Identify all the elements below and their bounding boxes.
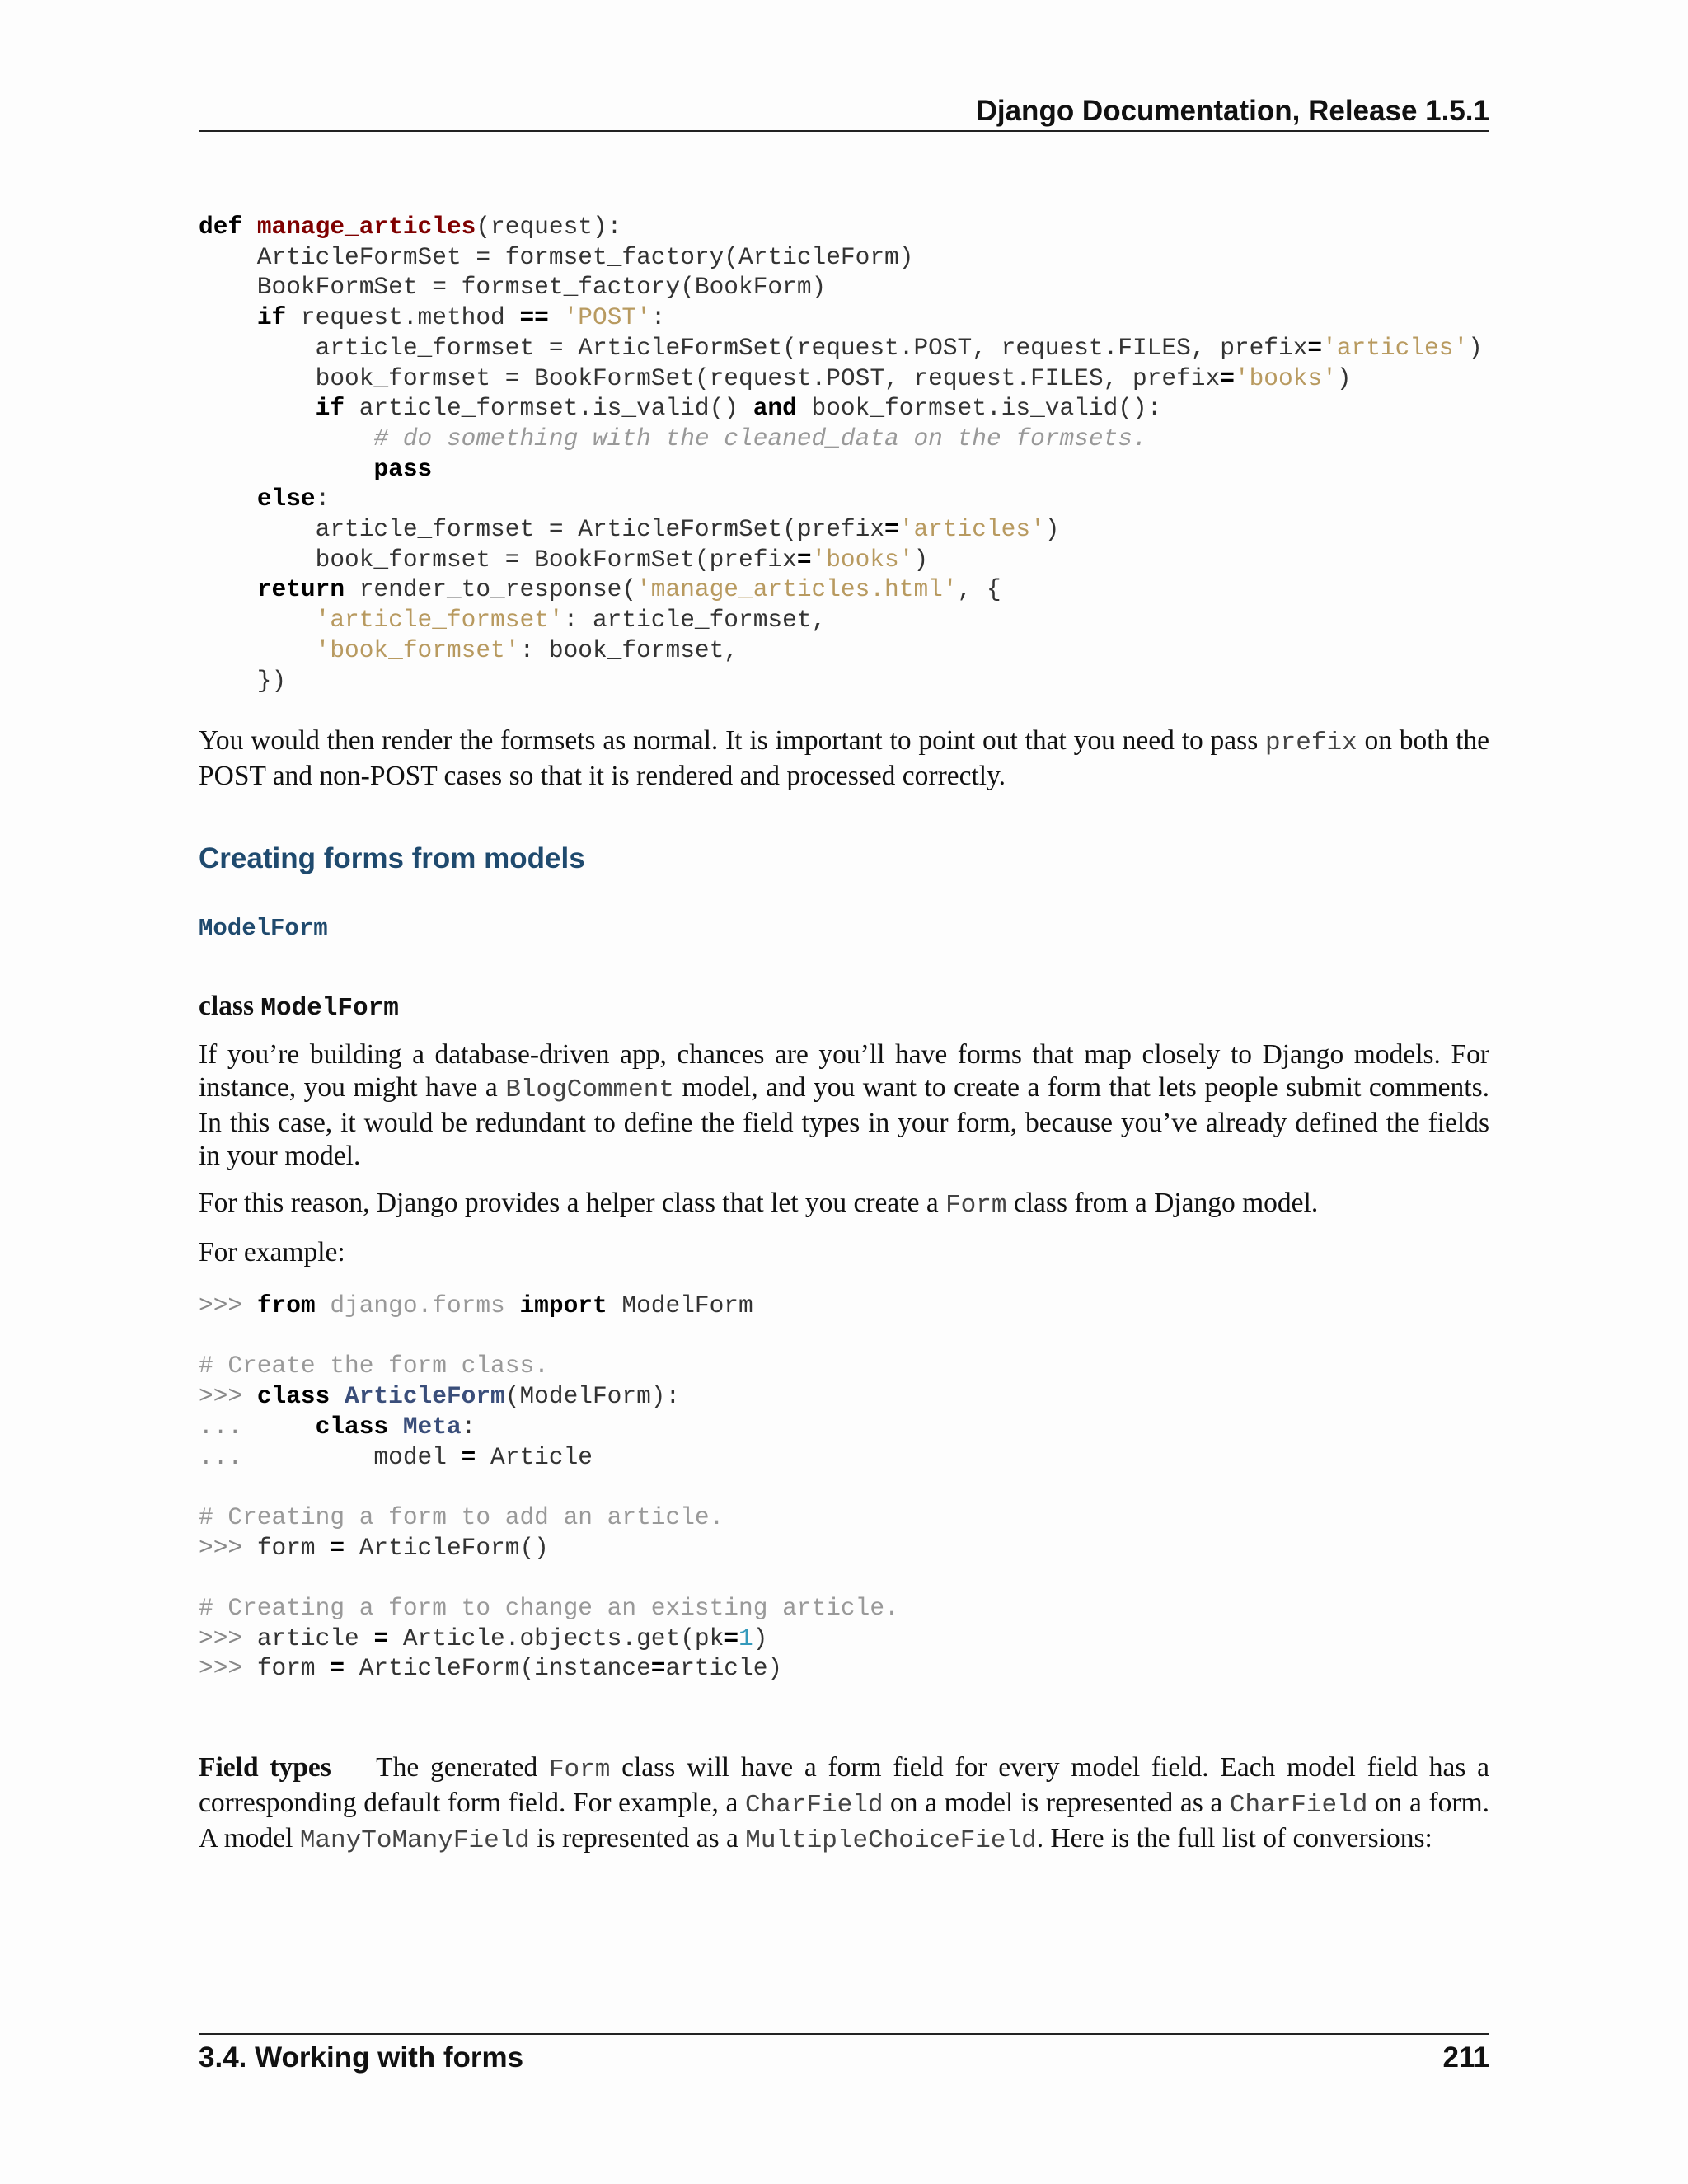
text-run: on a model is represented as a [883,1788,1230,1818]
code-token: == [519,303,549,332]
code-token: ArticleForm() [345,1533,549,1562]
code-token: 'article_formset' [315,606,564,635]
code-token: : [461,1412,476,1441]
code-token: pass [373,454,433,483]
code-token: # Creating a form to add an article. [199,1502,724,1531]
code-token: BookFormSet = formset_factory(BookForm) [199,273,827,302]
code-token: article_formset.is_valid() [345,394,753,423]
code-token [199,636,316,664]
document-title: Django Documentation, Release 1.5.1 [976,95,1489,127]
code-token: : [650,303,666,332]
code-token: article_formset = ArticleFormSet(request.POST, request.FILES, prefix [199,333,1308,362]
text-run: class from a Django model. [1006,1188,1319,1218]
inline-code: prefix [1265,729,1357,757]
code-token: : article_formset, [563,606,827,635]
code-token: form [256,1654,331,1683]
text-run: . Here is the full list of conversions: [1036,1823,1432,1854]
code-line [199,334,1483,362]
code-token: >>> [199,1382,257,1411]
paragraph-helper [199,1187,1489,1222]
code-token: Article.objects.get(pk [388,1624,724,1652]
code-token: = [330,1654,345,1683]
class-keyword: class [199,991,261,1021]
code-token [316,1291,331,1319]
code-token [199,485,257,513]
code-line [199,273,826,301]
code-block-manage-articles [199,212,1483,696]
page-header [199,92,1489,132]
code-token: ... [199,1442,257,1471]
inline-code: MultipleChoiceField [745,1826,1037,1855]
code-token: ArticleFormSet = formset_factory(ArticleForm) [199,242,914,271]
code-line [199,606,826,634]
code-token: ArticleForm(instance [345,1654,651,1683]
code-token: ) [913,545,929,574]
inline-code: CharField [1229,1791,1368,1820]
code-token: : [315,485,331,513]
text-run: model, and you want to create a form that lets people submit comments. In this case, it would be redundant to define the field types in your form, because you’ve already defined the fields in your model. [199,1072,1489,1171]
code-block-modelform-example [199,1291,899,1684]
code-token: = [1307,333,1323,362]
code-token: ) [1468,333,1483,362]
code-token: ) [1044,515,1060,544]
text-run: on a form. A model [199,1788,1489,1854]
code-token: form [256,1533,331,1562]
code-line [199,1503,724,1531]
class-name: ModelForm [260,994,399,1023]
code-token: = [1220,363,1235,392]
code-line [199,1291,753,1319]
text-run: is represented as a [529,1823,746,1854]
code-token: = [796,545,812,574]
inline-code: Form [945,1191,1007,1220]
code-line [199,636,738,664]
code-token: (request): [476,213,622,241]
code-line [199,364,1352,392]
code-token: and [753,394,797,423]
inline-code: BlogComment [505,1076,674,1104]
code-token [199,303,257,331]
code-token: : book_formset, [519,635,739,664]
code-token: = [373,1624,389,1652]
code-token: ) [1336,363,1352,392]
code-token: model [256,1442,462,1471]
field-types-term: Field types [199,1752,331,1783]
code-token: ) [753,1624,768,1652]
code-line [199,1382,680,1410]
code-line [199,303,666,331]
code-token [330,1382,345,1410]
code-line [199,1413,476,1441]
code-token: book_formset = BookFormSet(prefix [199,545,797,574]
code-line [199,575,1001,603]
code-token [505,1291,520,1319]
code-token [257,1413,316,1441]
code-token [199,394,316,422]
code-line [199,1594,899,1622]
paragraph-field-types [199,1751,1489,1858]
page-number: 211 [1442,2041,1489,2074]
code-token: >>> [199,1654,257,1683]
code-token: 'book_formset' [315,635,520,664]
code-token: }) [199,666,287,695]
code-token: = [650,1654,666,1683]
code-line [199,243,913,271]
code-token: book_formset.is_valid(): [796,394,1162,423]
code-token: else [256,485,316,513]
text-run: You would then render the formsets as normal. It is important to point out that you need to pass [199,725,1266,756]
code-token: = [724,1624,739,1652]
code-line [199,1654,782,1682]
inline-code: Form [548,1755,611,1784]
code-token: 'books' [811,545,914,574]
code-token: = [330,1533,345,1562]
section-heading: Creating forms from models [199,842,585,874]
code-token [199,575,257,603]
code-token [388,1413,403,1441]
code-token: >>> [199,1624,257,1652]
code-line [199,667,286,695]
code-token: (ModelForm): [504,1382,681,1411]
text-run: on both the POST and non-POST cases so that it is rendered and processed correctly. [199,725,1490,791]
code-line [199,455,432,483]
code-line [199,1352,549,1380]
code-token: , { [957,575,1001,604]
subsection-heading: ModelForm [199,915,328,942]
code-line [199,485,330,513]
code-line [199,213,621,241]
text-run: If you’re building a database-driven app, chances are you’ll have forms that map closely to Django models. For instance, you might have a [199,1039,1489,1103]
code-token: if [256,303,287,332]
code-token: return [256,575,345,604]
code-token: from [256,1291,316,1319]
paragraph-example: For example: [199,1237,345,1268]
inline-code: CharField [745,1791,884,1820]
code-token: # Creating a form to change an existing article. [199,1594,899,1623]
code-line [199,1443,593,1471]
code-line [199,424,1147,452]
code-token: = [884,515,899,544]
code-token: if [315,394,345,423]
code-token [242,213,257,241]
code-token: book_formset = BookFormSet(request.POST, request.FILES, prefix [199,363,1221,392]
paragraph-prefix-note [199,724,1489,793]
code-line [199,1624,767,1652]
code-token: manage_articles [256,213,476,241]
class-signature [199,991,399,1023]
code-token: article) [665,1654,783,1683]
code-token: 'articles' [1322,333,1469,362]
code-token [199,455,373,483]
code-token: # Create the form class. [199,1352,549,1380]
code-token: >>> [199,1533,257,1562]
code-token: django.forms [330,1291,505,1319]
footer-section-title: 3.4. Working with forms [199,2041,524,2074]
text-run: For this reason, Django provides a helper class that let you create a [199,1188,946,1218]
text-run: class will have a form field for every model field. Each model field has a corresponding default form field. For example, a [199,1752,1490,1818]
paragraph-intro [199,1038,1489,1173]
inline-code: ManyToManyField [299,1826,530,1855]
code-token: import [519,1291,607,1319]
code-token: 'manage_articles.html' [636,575,958,604]
code-line [199,515,1059,543]
code-token: request.method [286,303,520,332]
code-line [199,1534,549,1562]
code-token: Meta [402,1412,462,1441]
code-token [199,424,373,452]
code-token: 'POST' [563,303,651,332]
page-footer [199,2033,1489,2078]
code-token: render_to_response( [345,575,637,604]
code-token: = [461,1442,476,1471]
code-line [199,394,1161,422]
code-token: article_formset = ArticleFormSet(prefix [199,515,885,544]
code-token: ... [199,1412,257,1441]
code-token: ModelForm [607,1291,753,1319]
code-token [199,606,316,634]
code-token: class [315,1412,389,1441]
code-token: ArticleForm [345,1382,505,1411]
code-token: # do something with the cleaned_data on the formsets. [373,424,1147,452]
code-token: >>> [199,1291,257,1319]
code-token: article [256,1624,374,1652]
code-token [549,303,564,331]
code-token: 1 [738,1624,753,1652]
code-token: 'articles' [898,515,1045,544]
code-line [199,546,928,574]
text-run: The generated [331,1752,549,1783]
code-token: class [256,1382,331,1411]
code-token: 'books' [1234,363,1337,392]
code-token: def [199,213,243,241]
code-token: Article [476,1442,593,1471]
